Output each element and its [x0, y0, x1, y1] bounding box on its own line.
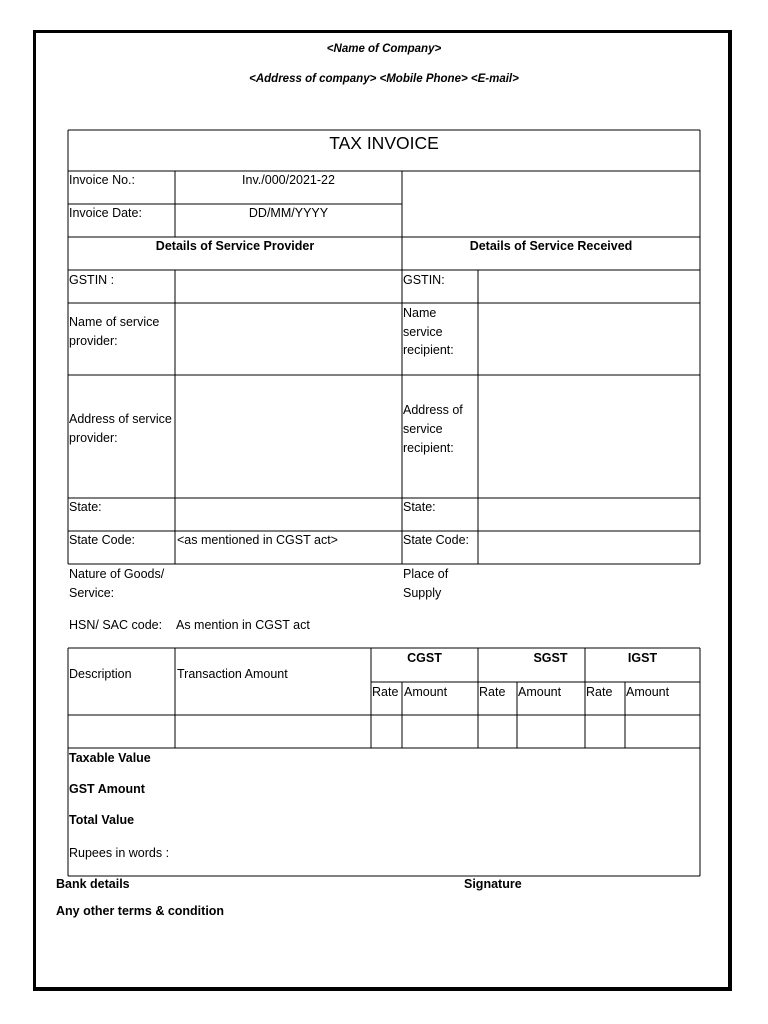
- col-igst: IGST: [627, 651, 658, 665]
- recipient-heading: Details of Service Received: [469, 239, 633, 253]
- col-description: Description: [69, 667, 132, 681]
- provider-name-label-1: Name of service: [69, 315, 160, 329]
- recipient-address-label-1: Address of: [403, 403, 463, 417]
- recipient-address-label-2: service: [403, 422, 443, 436]
- company-contact: <Address of company> <Mobile Phone> <E-mail>: [249, 73, 519, 85]
- invoice-title: TAX INVOICE: [329, 133, 439, 153]
- provider-address-label-1: Address of service: [69, 412, 172, 426]
- provider-state-code-label: State Code:: [69, 533, 136, 547]
- invoice-date-label: Invoice Date:: [69, 206, 142, 220]
- gst-amount-label: GST Amount: [69, 782, 145, 796]
- recipient-state-code-label: State Code:: [403, 533, 470, 547]
- recipient-name-label-1: Name: [403, 306, 437, 320]
- hsn-value: As mention in CGST act: [176, 618, 310, 632]
- cgst-rate: Rate: [372, 685, 399, 699]
- sgst-rate: Rate: [479, 685, 506, 699]
- recipient-state-label: State:: [403, 500, 436, 514]
- place-label-1: Place of: [403, 567, 449, 581]
- provider-address-label-2: provider:: [69, 431, 118, 445]
- provider-state-code-value: <as mentioned in CGST act>: [177, 533, 338, 547]
- provider-name-label-2: provider:: [69, 334, 118, 348]
- invoice-no-value: Inv./000/2021-22: [242, 173, 335, 187]
- invoice-no-label: Invoice No.:: [69, 173, 136, 187]
- igst-amount: Amount: [626, 685, 670, 699]
- nature-label-1: Nature of Goods/: [69, 567, 165, 581]
- sgst-amount: Amount: [518, 685, 562, 699]
- invoice-date-value: DD/MM/YYYY: [248, 206, 329, 220]
- total-value-label: Total Value: [69, 813, 135, 827]
- signature-label: Signature: [464, 877, 522, 891]
- col-sgst: SGST: [533, 651, 568, 665]
- provider-state-label: State:: [69, 500, 102, 514]
- company-name: <Name of Company>: [326, 43, 442, 55]
- rupees-in-words-label: Rupees in words :: [69, 846, 170, 860]
- provider-heading: Details of Service Provider: [155, 239, 315, 253]
- recipient-gstin-label: GSTIN:: [403, 273, 445, 287]
- col-transaction-amount: Transaction Amount: [177, 667, 288, 681]
- cgst-amount: Amount: [404, 685, 448, 699]
- recipient-address-label-3: recipient:: [403, 441, 454, 455]
- recipient-name-label-2: service: [403, 325, 443, 339]
- terms-label: Any other terms & condition: [56, 904, 225, 918]
- igst-rate: Rate: [586, 685, 613, 699]
- bank-details-label: Bank details: [56, 877, 130, 891]
- provider-gstin-label: GSTIN :: [69, 273, 115, 287]
- place-label-2: Supply: [403, 586, 442, 600]
- nature-label-2: Service:: [69, 586, 115, 600]
- taxable-value-label: Taxable Value: [69, 751, 151, 765]
- recipient-name-label-3: recipient:: [403, 343, 454, 357]
- hsn-label: HSN/ SAC code:: [69, 618, 163, 632]
- col-cgst: CGST: [407, 651, 442, 665]
